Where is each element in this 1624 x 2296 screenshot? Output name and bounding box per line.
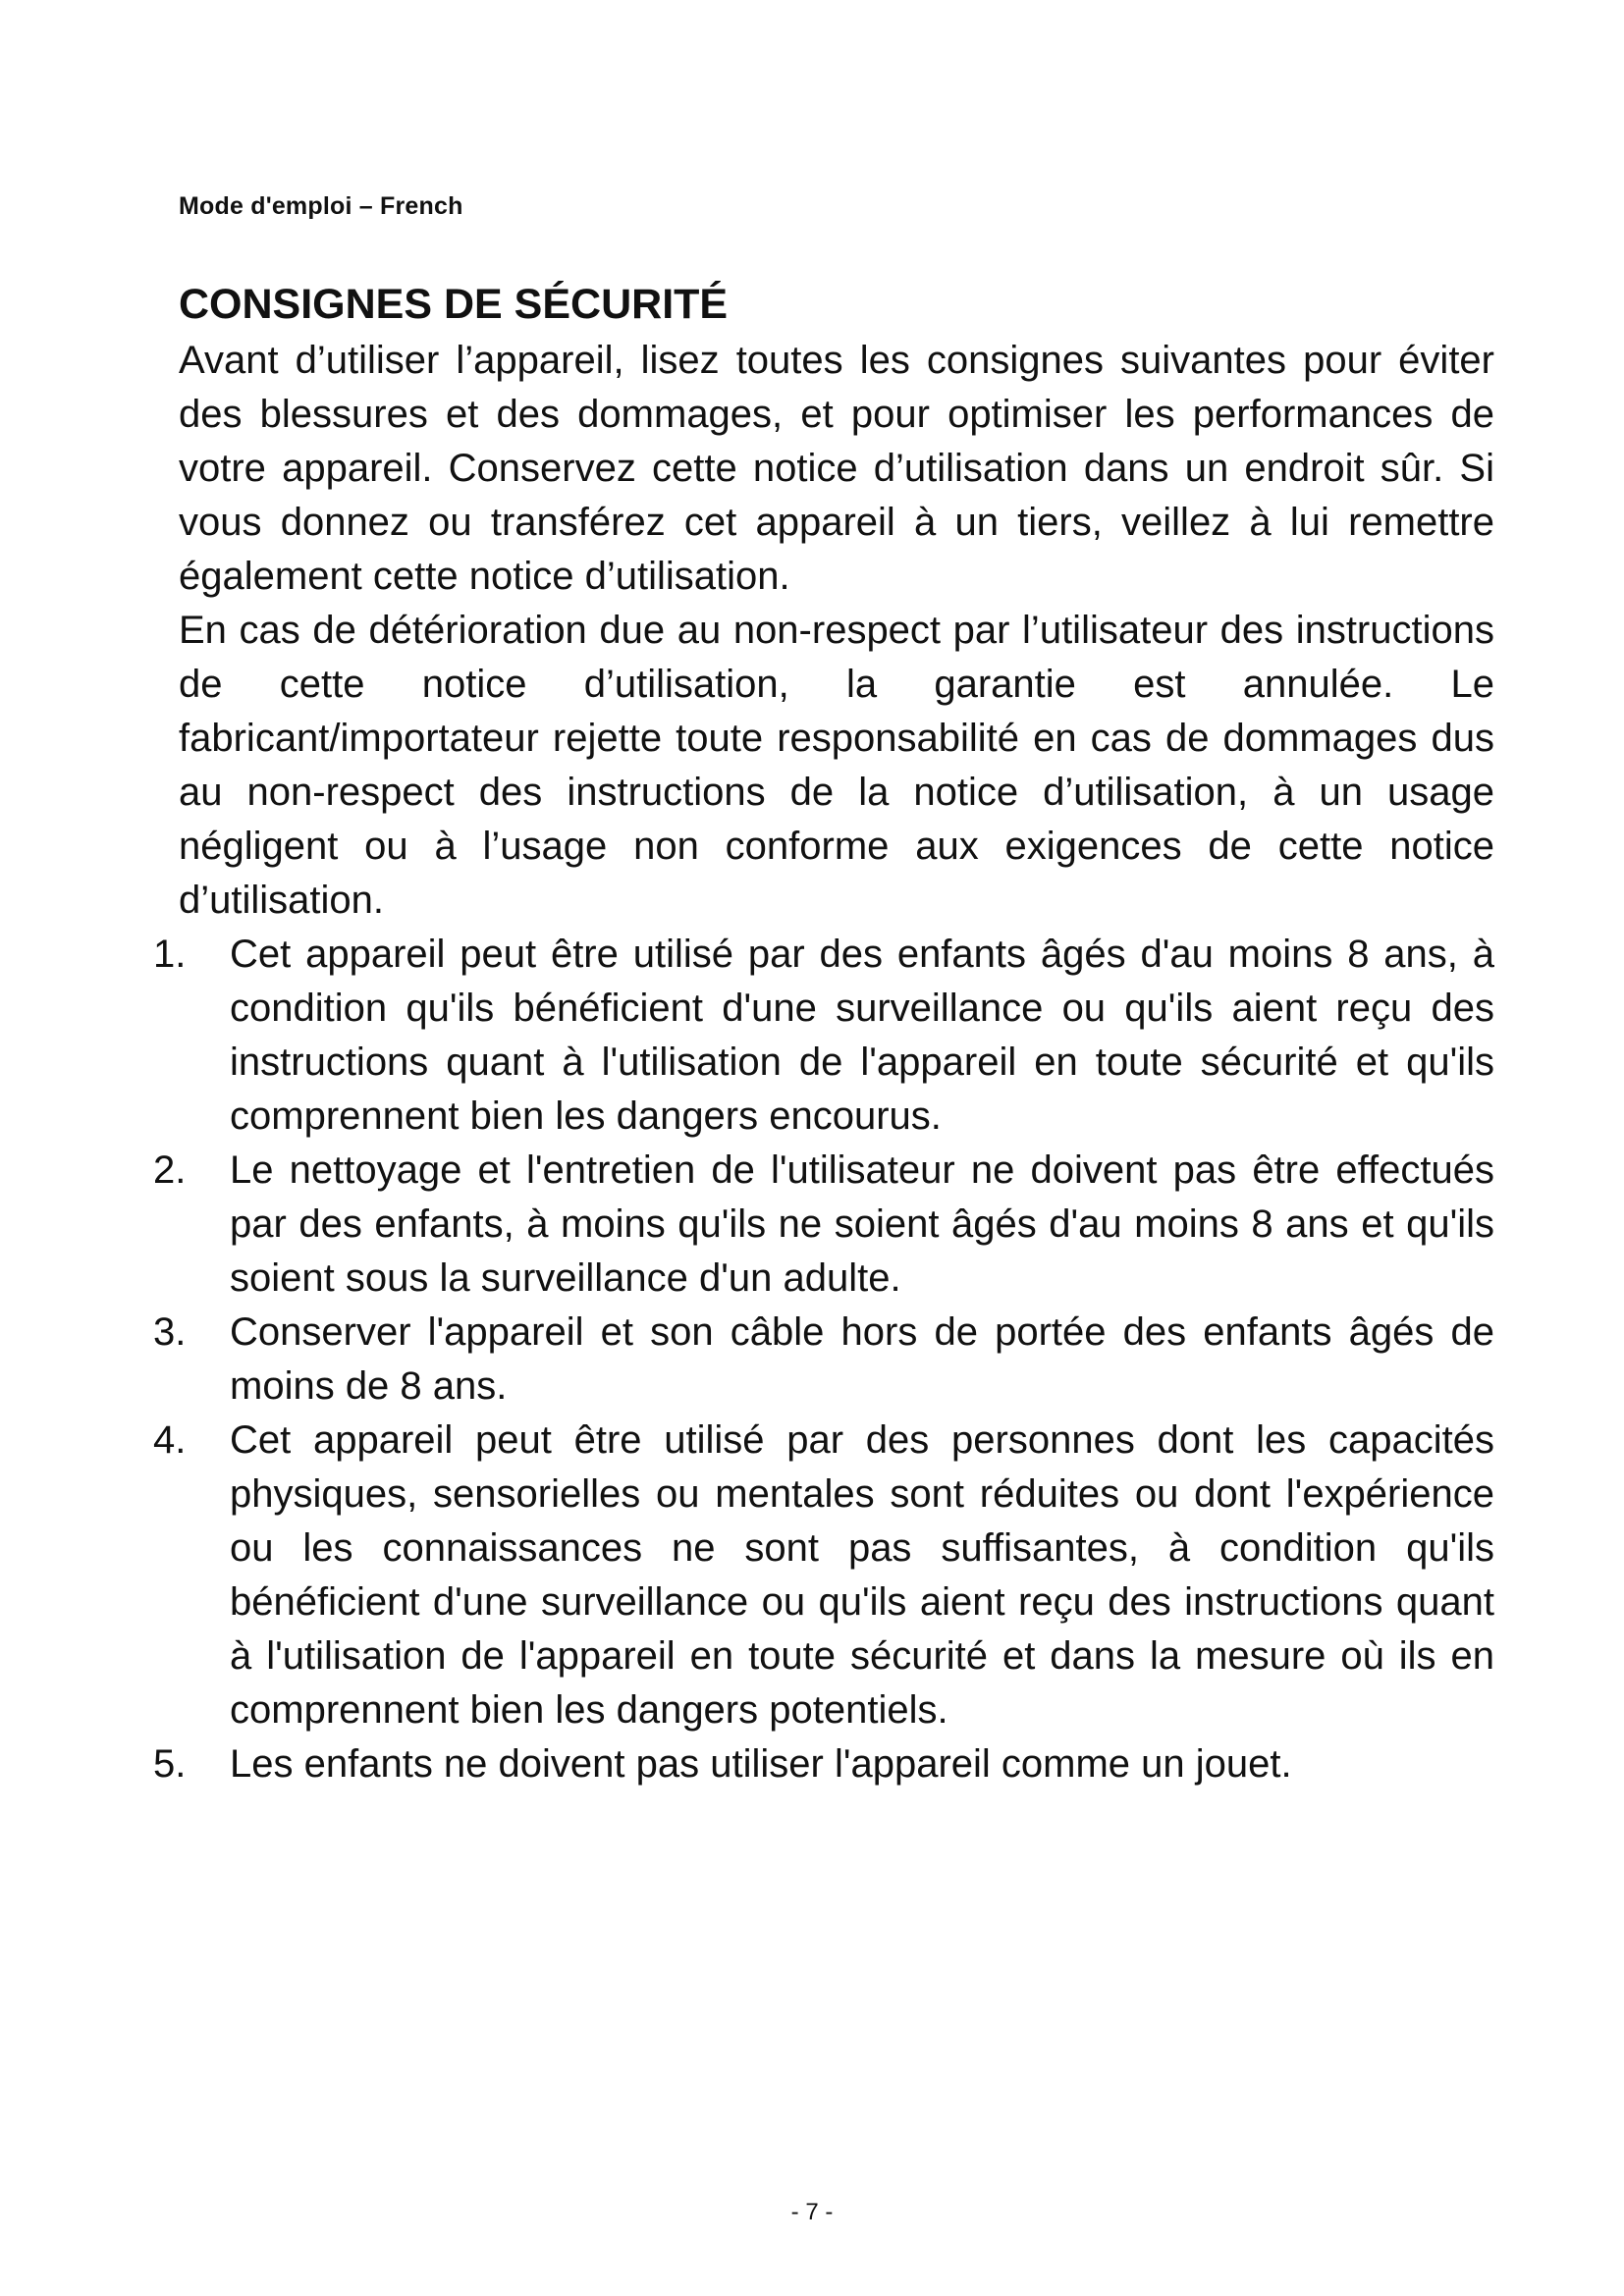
list-item bbox=[153, 1306, 1494, 1414]
list-item-text: Cet appareil peut être utilisé par des enfants âgés d'au moins 8 ans, à condition qu'ils bénéficient d'une surveillance ou qu'ils aient reçu des instructions quant à l'utilisation de l'appareil en toute sécurité et qu'ils comprennent bien les dangers encourus. bbox=[230, 933, 1494, 1138]
list-item bbox=[153, 928, 1494, 1144]
document-header-label: Mode d'emploi – French bbox=[179, 192, 463, 220]
safety-instructions-list bbox=[153, 928, 1494, 1791]
list-item-text: Le nettoyage et l'entretien de l'utilisateur ne doivent pas être effectués par des enfants, à moins qu'ils ne soient âgés d'au moins 8 ans et qu'ils soient sous la surveillance d'un adulte. bbox=[230, 1148, 1494, 1300]
list-item-number: 2. bbox=[153, 1148, 187, 1192]
document-body bbox=[153, 334, 1494, 1791]
list-item-number: 1. bbox=[153, 933, 187, 976]
warranty-paragraph: En cas de détérioration due au non-respect par l’utilisateur des instructions de cette notice d’utilisation, la garantie est annulée. Le fabricant/importateur rejette toute responsabilité en cas de dommages dus au non-respect des instructions de la notice d’utilisation, à un usage négligent ou à l’usage non conforme aux exigences de cette notice d’utilisation. bbox=[179, 609, 1494, 922]
list-item bbox=[153, 1144, 1494, 1306]
intro-paragraph: Avant d’utiliser l’appareil, lisez toutes les consignes suivantes pour éviter des blessures et des dommages, et pour optimiser les performances de votre appareil. Conservez cette notice d’utilisation dans un endroit sûr. Si vous donnez ou transférez cet appareil à un tiers, veillez à lui remettre également cette notice d’utilisation. bbox=[179, 339, 1494, 598]
page-number: - 7 - bbox=[790, 2199, 834, 2225]
list-item-number: 4. bbox=[153, 1418, 187, 1462]
list-item-text: Cet appareil peut être utilisé par des personnes dont les capacités physiques, sensorielles ou mentales sont réduites ou dont l'expérience ou les connaissances ne sont pas suffisantes, à condition qu'ils bénéficient d'une surveillance ou qu'ils aient reçu des instructions quant à l'utilisation de l'appareil en toute sécurité et dans la mesure où ils en comprennent bien les dangers potentiels. bbox=[230, 1418, 1494, 1732]
list-item bbox=[153, 1737, 1494, 1791]
list-item-number: 3. bbox=[153, 1310, 187, 1354]
list-item-text: Les enfants ne doivent pas utiliser l'appareil comme un jouet. bbox=[230, 1742, 1292, 1786]
list-item bbox=[153, 1414, 1494, 1737]
list-item-text: Conserver l'appareil et son câble hors de portée des enfants âgés de moins de 8 ans. bbox=[230, 1310, 1494, 1408]
list-item-number: 5. bbox=[153, 1742, 187, 1786]
section-title: CONSIGNES DE SÉCURITÉ bbox=[179, 281, 729, 328]
